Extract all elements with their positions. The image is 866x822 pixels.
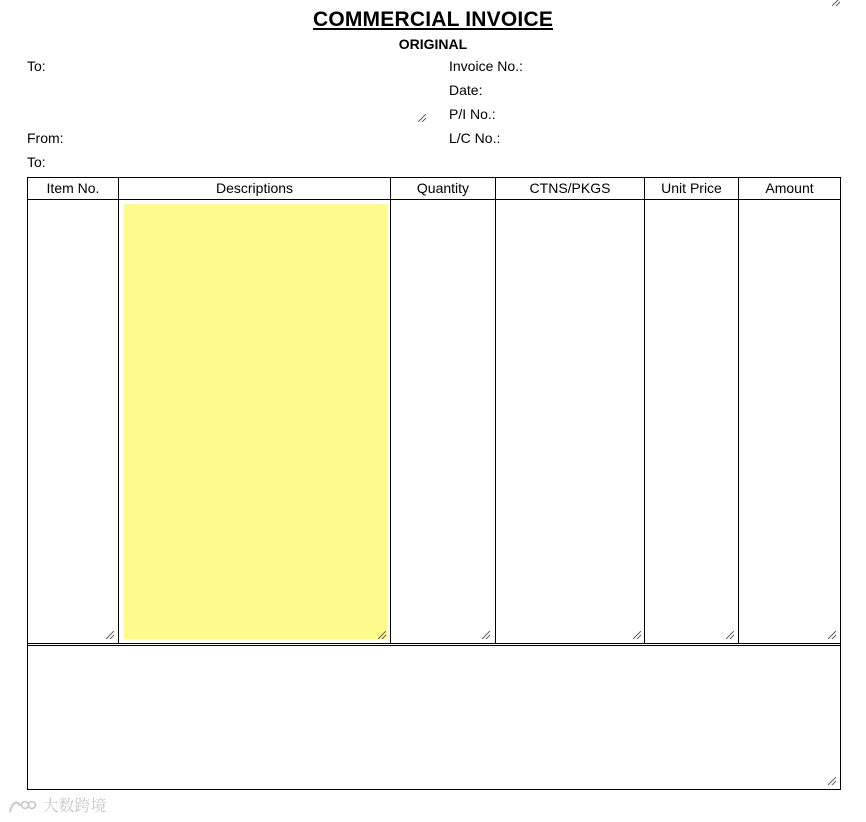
ctns-pkgs-resize-icon[interactable] [633, 631, 641, 639]
remarks-resize-icon[interactable] [828, 777, 836, 785]
column-header-item-no: Item No. [46, 180, 100, 196]
col-divider-1 [118, 177, 119, 644]
date-label: Date: [449, 82, 483, 98]
amount-resize-icon[interactable] [828, 631, 836, 639]
watermark-text: 大数跨境 [42, 798, 107, 815]
table-body-divider [27, 643, 841, 644]
watermark [8, 793, 106, 816]
resize-grip-icon[interactable] [832, 0, 840, 6]
ctns-pkgs-field[interactable] [496, 200, 644, 643]
column-header-unit-price: Unit Price [661, 180, 722, 196]
column-header-quantity: Quantity [416, 180, 470, 196]
to-secondary-label: To: [27, 154, 46, 170]
unit-price-field[interactable] [645, 200, 738, 643]
from-label: From: [27, 130, 64, 146]
amount-field[interactable] [739, 200, 840, 643]
to-label: To: [27, 58, 46, 74]
invoice-subtitle: ORIGINAL [398, 36, 468, 52]
unit-price-resize-icon[interactable] [726, 631, 734, 639]
remarks-field[interactable] [28, 646, 840, 789]
invoice-no-label: Invoice No.: [449, 58, 523, 74]
quantity-field[interactable] [391, 200, 495, 643]
descriptions-resize-icon[interactable] [378, 631, 386, 639]
column-header-ctns-pkgs: CTNS/PKGS [529, 180, 611, 196]
item-no-field[interactable] [28, 200, 118, 643]
column-header-amount: Amount [765, 180, 814, 196]
descriptions-field[interactable] [124, 204, 387, 639]
to-field-resize-icon[interactable] [418, 114, 426, 122]
watermark-logo-icon [8, 798, 38, 816]
quantity-resize-icon[interactable] [482, 631, 490, 639]
invoice-title: COMMERCIAL INVOICE [312, 8, 554, 31]
remarks-border-bottom [27, 789, 841, 790]
lc-no-label: L/C No.: [449, 130, 501, 146]
table-border-right [840, 177, 841, 790]
column-header-descriptions: Descriptions [215, 180, 294, 196]
pi-no-label: P/I No.: [449, 106, 496, 122]
item-no-resize-icon[interactable] [106, 631, 114, 639]
